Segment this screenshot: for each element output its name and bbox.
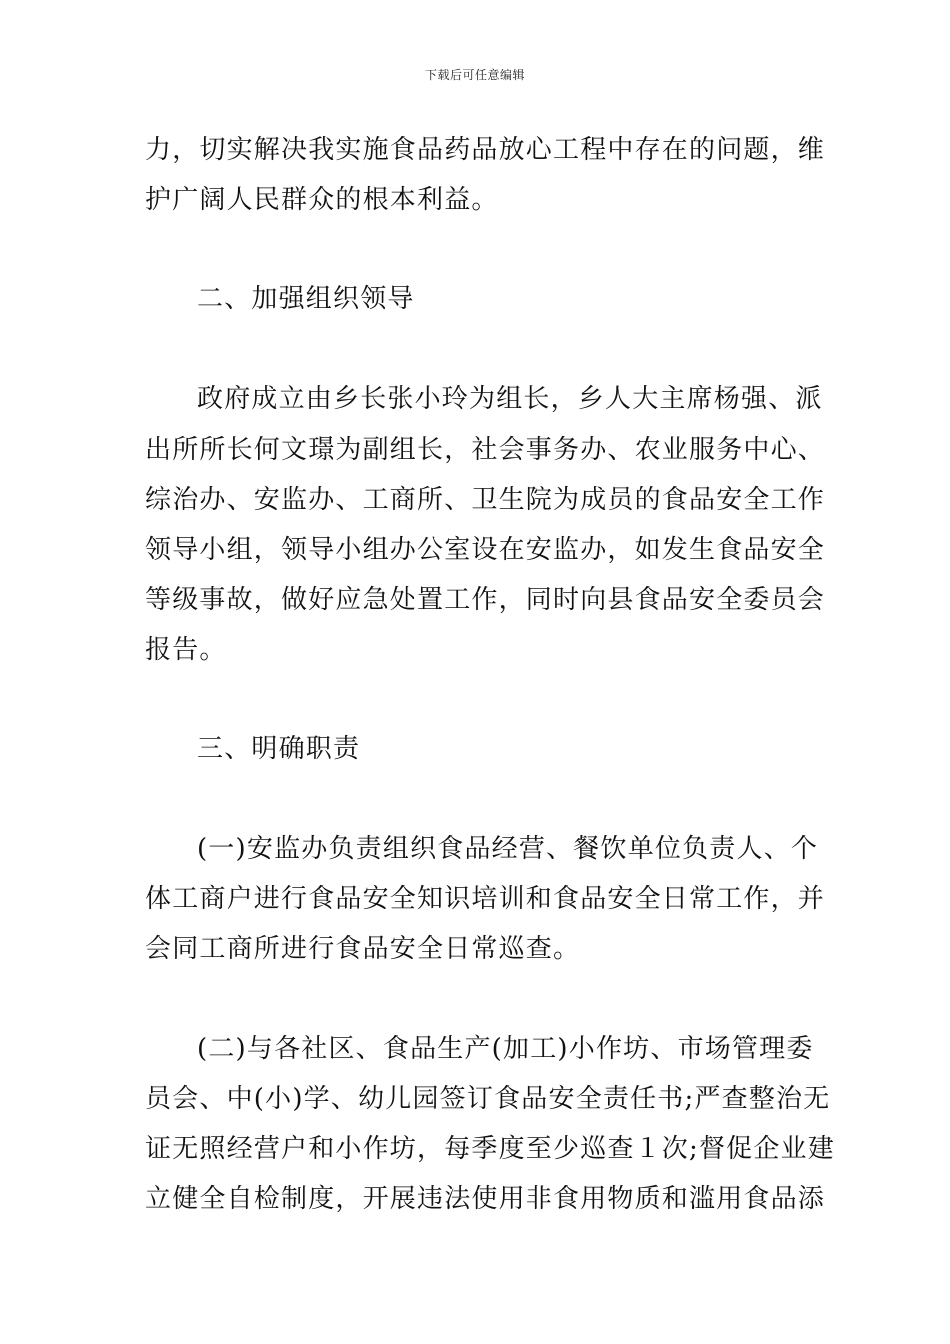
paragraph-line: 力，切实解决我实施食品药品放心工程中存在的问题，维 (145, 135, 826, 165)
paragraph-line: (一)安监办负责组织食品经营、餐饮单位负责人、个 (197, 834, 819, 864)
paragraph-line: (二)与各社区、食品生产(加工)小作坊、市场管理委 (197, 1034, 814, 1064)
paragraph-line: 出所所长何文璟为副组长，社会事务办、农业服务中心、 (145, 435, 826, 465)
paragraph-line: 护广阔人民群众的根本利益。 (145, 185, 499, 215)
section-heading: 三、明确职责 (197, 734, 361, 764)
paragraph-line: 政府成立由乡长张小玲为组长，乡人大主席杨强、派 (197, 384, 823, 414)
section-heading: 二、加强组织领导 (197, 284, 415, 314)
paragraph-line: 报告。 (145, 635, 227, 665)
paragraph-line: 立健全自检制度，开展违法使用非食用物质和滥用食品添 (145, 1184, 826, 1214)
paragraph-line: 等级事故，做好应急处置工作，同时向县食品安全委员会 (145, 585, 826, 615)
paragraph-line: 会同工商所进行食品安全日常巡查。 (145, 934, 581, 964)
paragraph-line: 体工商户进行食品安全知识培训和食品安全日常工作，并 (145, 884, 826, 914)
paragraph-line: 证无照经营户和小作坊，每季度至少巡查１次;督促企业建 (145, 1134, 835, 1164)
paragraph-line: 领导小组，领导小组办公室设在安监办，如发生食品安全 (145, 535, 826, 565)
page-header-note: 下载后可任意编辑 (424, 68, 525, 82)
paragraph-line: 员会、中(小)学、幼儿园签订食品安全责任书;严查整治无 (145, 1084, 831, 1114)
paragraph-line: 综治办、安监办、工商所、卫生院为成员的食品安全工作 (145, 485, 826, 515)
